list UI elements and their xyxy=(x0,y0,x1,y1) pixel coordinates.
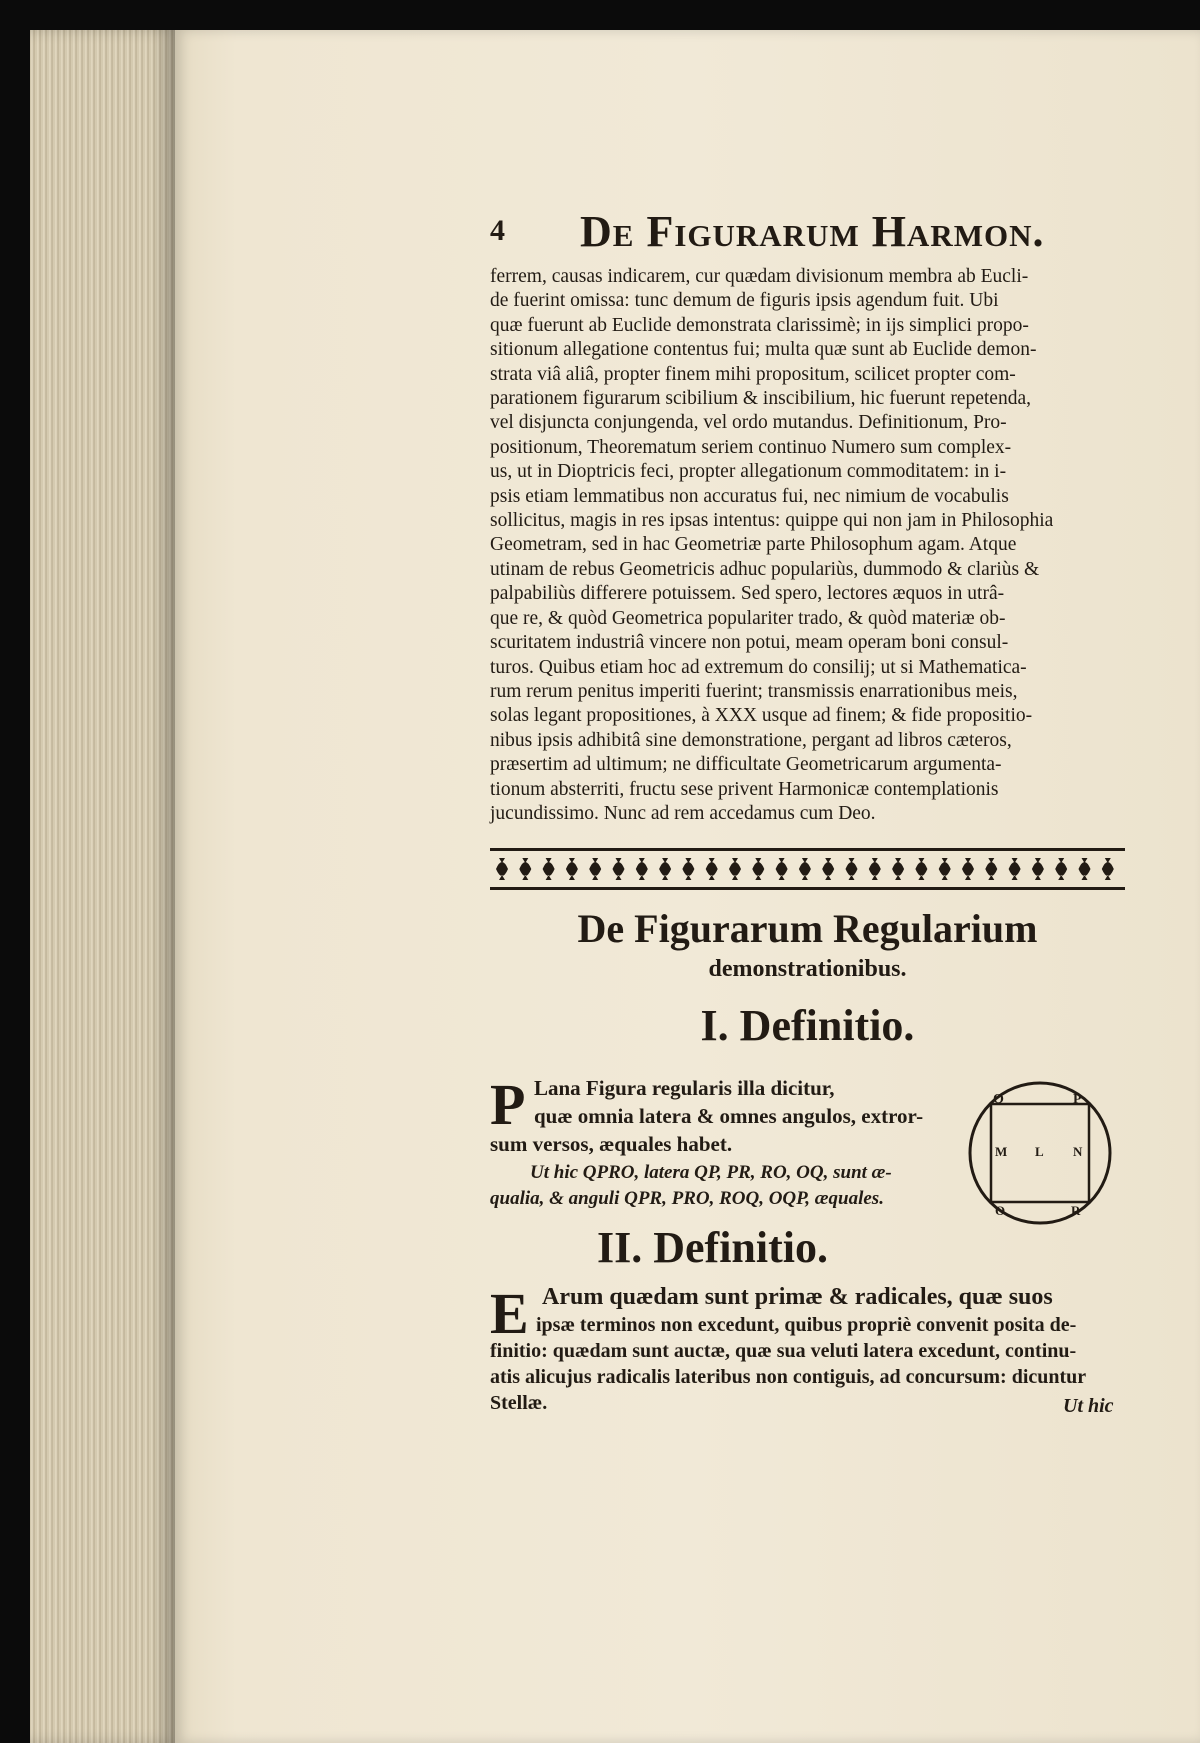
definition-1-line: quæ omnia latera & omnes angulos, extror- xyxy=(534,1104,924,1128)
body-line: us, ut in Dioptricis feci, propter allegationum commoditatem: in i- xyxy=(490,461,1007,483)
ornament-motif xyxy=(543,858,555,880)
figure-label: R xyxy=(1071,1203,1081,1218)
ornament-motif xyxy=(519,858,531,880)
ornament-motif xyxy=(613,858,625,880)
body-line: solas legant propositiones, à XXX usque ad finem; & fide propositio- xyxy=(490,705,1033,727)
definition-2-line: atis alicujus radicalis lateribus non contiguis, ad concursum: dicuntur xyxy=(490,1366,1087,1388)
body-line: præsertim ad ultimum; ne difficultate Geometricarum argumenta- xyxy=(490,754,1002,776)
definition-2-line: Arum quædam sunt primæ & radicales, quæ suos xyxy=(542,1284,1053,1310)
body-line: positionum, Theorematum seriem continuo Numero sum complex- xyxy=(490,436,1012,458)
body-line: sollicitus, magis in res ipsas intentus: quippe qui non jam in Philosophia xyxy=(490,510,1054,532)
body-line: nibus ipsis adhibitâ sine demonstratione, pergant ad libros cæteros, xyxy=(490,729,1012,751)
figure-label: M xyxy=(995,1144,1008,1159)
ornament-motif xyxy=(962,858,974,880)
body-line: psis etiam lemmatibus non accuratus fui, nec nimium de vocabulis xyxy=(490,485,1009,507)
ornament-motif xyxy=(496,858,508,880)
definition-1-line: Lana Figura regularis illa dicitur, xyxy=(534,1076,835,1100)
ornament-motif xyxy=(939,858,951,880)
body-line: ferrem, causas indicarem, cur quædam divisionum membra ab Eucli- xyxy=(490,266,1029,287)
drop-initial: E xyxy=(490,1281,529,1346)
drop-initial: P xyxy=(490,1072,526,1137)
definition-2-line: finitio: quædam sunt auctæ, quæ sua veluti latera excedunt, continu- xyxy=(490,1340,1077,1362)
body-line: Geometram, sed in hac Geometriæ parte Philosophum agam. Atque xyxy=(490,534,1017,556)
body-line: vel disjuncta conjungenda, vel ordo mutandus. Definitionum, Pro- xyxy=(490,412,1007,434)
body-line: que re, & quòd Geometrica populariter trado, & quòd materiæ ob- xyxy=(490,607,1006,629)
definition-1-line: sum versos, æquales habet. xyxy=(490,1132,733,1156)
body-line: parationem figurarum scibilium & inscibilium, hic fuerunt repetenda, xyxy=(490,388,1031,410)
ornament-motif xyxy=(799,858,811,880)
body-line: de fuerint omissa: tunc demum de figuris ipsis agendum fuit. Ubi xyxy=(490,290,999,312)
body-line: scuritatem industriâ vincere non potui, meam operam boni consul- xyxy=(490,632,1009,654)
running-head: De Figurarum Harmon. xyxy=(580,207,1045,256)
body-line: palpabiliùs differere potuissem. Sed spero, lectores æquos in utrâ- xyxy=(490,583,1005,605)
ornament-motif xyxy=(846,858,858,880)
ornament-motif xyxy=(659,858,671,880)
ornament-motif xyxy=(1032,858,1044,880)
body-line: utinam de rebus Geometricis adhuc populariùs, dummodo & clariùs & xyxy=(490,558,1040,580)
ornament-motif xyxy=(752,858,764,880)
figure-label: Q xyxy=(993,1092,1004,1107)
ornament-motif xyxy=(869,858,881,880)
body-line: rum rerum penitus imperiti fuerint; transmissis enarrationibus meis, xyxy=(490,680,1018,702)
ornament-motif xyxy=(1102,858,1114,880)
ornament-motif xyxy=(706,858,718,880)
ornament-motif xyxy=(566,858,578,880)
figure-label: L xyxy=(1035,1144,1044,1159)
ornament-motif xyxy=(636,858,648,880)
definition-1-example: Ut hic QPRO, latera QP, PR, RO, OQ, sunt æ- xyxy=(530,1162,892,1183)
definition-2-line: ipsæ terminos non excedunt, quibus propriè convenit posita de- xyxy=(536,1314,1077,1336)
page-edges xyxy=(30,30,180,1743)
figure-label: N xyxy=(1073,1144,1083,1159)
body-line: jucundissimo. Nunc ad rem accedamus cum Deo. xyxy=(490,802,876,824)
body-text xyxy=(490,265,1132,826)
ornament-band xyxy=(490,848,1125,890)
section-title: De Figurarum Regularium xyxy=(577,906,1038,951)
ornament-motif xyxy=(1055,858,1067,880)
ornament-motif xyxy=(915,858,927,880)
ornament-motif xyxy=(589,858,601,880)
ornament-motif xyxy=(1009,858,1021,880)
definition-1-example: qualia, & anguli QPR, PRO, ROQ, OQP, æquales. xyxy=(490,1188,884,1209)
definition-2-heading: II. Definitio. xyxy=(597,1223,828,1272)
body-line: strata viâ aliâ, propter finem mihi propositum, scilicet propter com- xyxy=(490,363,1016,385)
ornament-motif xyxy=(729,858,741,880)
definition-2-line: Stellæ. xyxy=(490,1392,548,1414)
page-header xyxy=(490,200,1150,256)
square-in-circle-figure xyxy=(965,1078,1115,1228)
ornament-motif xyxy=(985,858,997,880)
figure-label: P xyxy=(1073,1092,1082,1107)
ornament-motif xyxy=(1079,858,1091,880)
body-line: quæ fuerunt ab Euclide demonstrata clarissimè; in ijs simplici propo- xyxy=(490,314,1029,336)
figure-label: O xyxy=(995,1203,1006,1218)
section-subtitle: demonstrationibus. xyxy=(708,956,907,982)
ornament-motif xyxy=(682,858,694,880)
body-line: turos. Quibus etiam hoc ad extremum do consilij; ut si Mathematica- xyxy=(490,656,1027,678)
definition-1-heading: I. Definitio. xyxy=(700,1001,915,1050)
catchword: Ut hic xyxy=(1063,1395,1114,1417)
page-number: 4 xyxy=(490,214,505,247)
ornament-motif xyxy=(776,858,788,880)
body-line: sitionum allegatione contentus fui; multa quæ sunt ab Euclide demon- xyxy=(490,339,1037,361)
ornament-motif xyxy=(892,858,904,880)
body-line: tionum absterriti, fructu sese privent Harmonicæ contemplationis xyxy=(490,778,999,800)
ornament-motif xyxy=(822,858,834,880)
